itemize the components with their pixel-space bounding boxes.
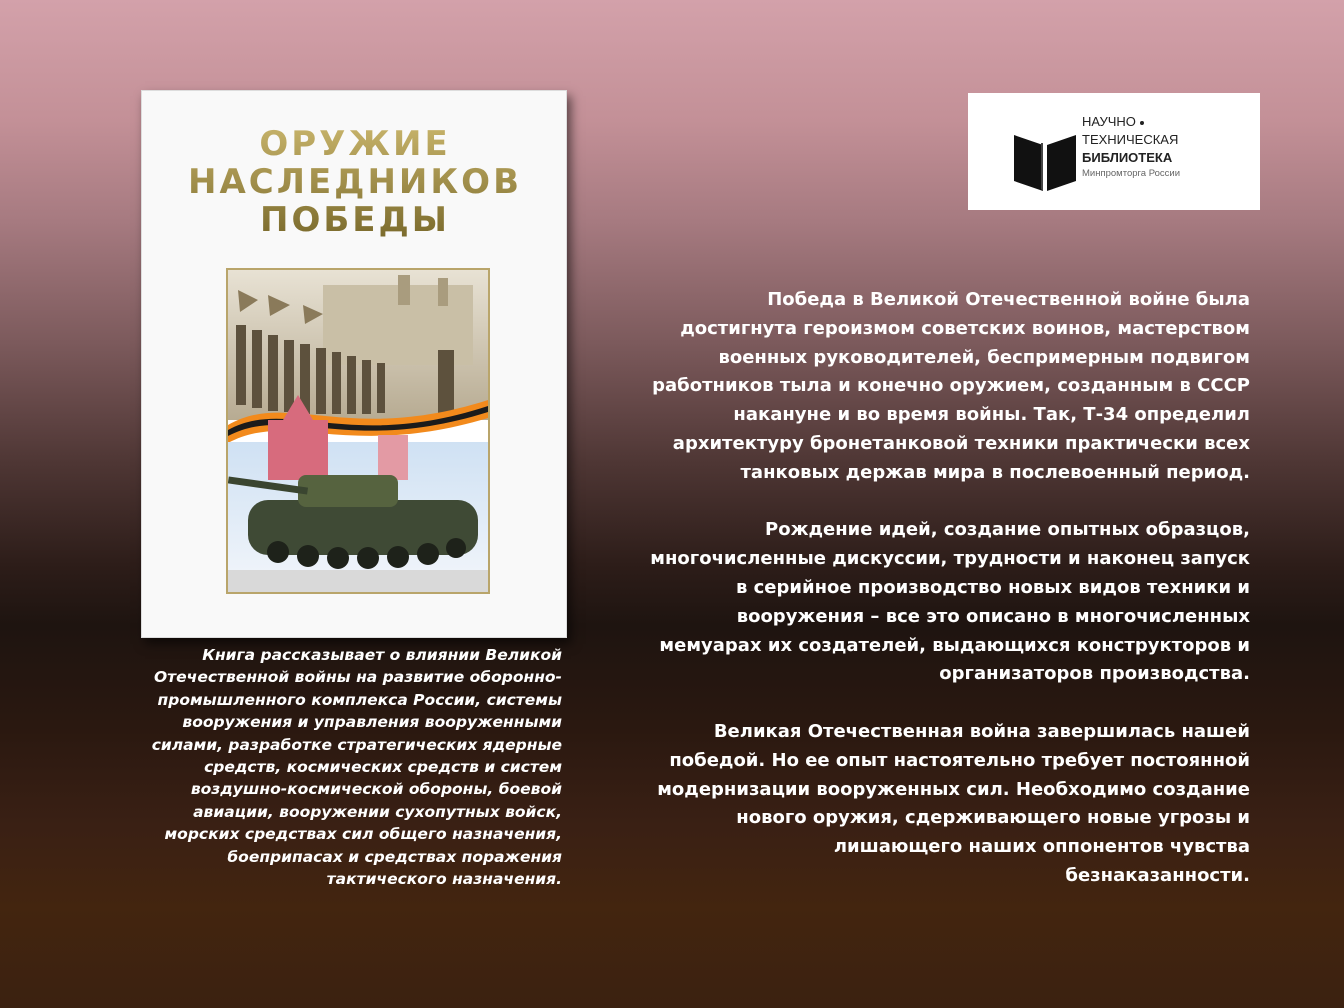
dot-icon bbox=[1140, 121, 1144, 125]
book-title-line-2: НАСЛЕДНИКОВ bbox=[188, 162, 522, 202]
paragraph-1: Победа в Великой Отечественной войне была достигнута героизмом советских воинов, мастерством военных руководителей, беспримерным подвигом работников тыла и конечно оружием, созданным в СССР накануне и во время войны. Так, Т-34 определил архитектуру бронетанковой техники практически всех танковых держав мира в послевоенный период. bbox=[652, 289, 1250, 483]
book-title bbox=[142, 125, 568, 239]
logo-line-2: ТЕХНИЧЕСКАЯ bbox=[1082, 132, 1179, 147]
library-logo[interactable] bbox=[968, 93, 1260, 210]
logo-line-1: НАУЧНО bbox=[1082, 114, 1144, 129]
main-text bbox=[650, 286, 1250, 920]
book-cover bbox=[141, 90, 567, 638]
parade-and-tank-photo bbox=[228, 270, 488, 592]
paragraph-2: Рождение идей, создание опытных образцов, многочисленные дискуссии, трудности и наконец запуск в серийное производство новых видов техники и вооружения – все это описано в многочисленных мемуарах их создателей, выдающихся конструкторов и организаторов производства. bbox=[650, 519, 1250, 685]
book-title-line-1: ОРУЖИЕ bbox=[259, 124, 451, 164]
book-description: Книга рассказывает о влиянии Великой Отечественной войны на развитие оборонно-промышленного комплекса России, системы вооружения и управления вооруженными силами, разработке стратегических ядерные средств, космических средств и систем воздушно-космической обороны, боевой авиации, вооружении сухопутных войск, морских средствах сил общего назначения, боеприпасах и средствах поражения тактического назначения. bbox=[151, 646, 562, 889]
book-title-line-3: ПОБЕДЫ bbox=[259, 200, 450, 240]
open-book-icon bbox=[1012, 129, 1078, 191]
paragraph-3: Великая Отечественная война завершилась нашей победой. Но ее опыт настоятельно требует постоянной модернизации вооруженных сил. Необходимо создание нового оружия, сдерживающего новые угрозы и лишающего наших оппонентов чувства безнаказанности. bbox=[657, 720, 1250, 886]
book-cover-photo bbox=[226, 268, 490, 594]
logo-line-3: БИБЛИОТЕКА bbox=[1082, 150, 1173, 165]
logo-line-4: Минпромторга России bbox=[1082, 168, 1181, 179]
